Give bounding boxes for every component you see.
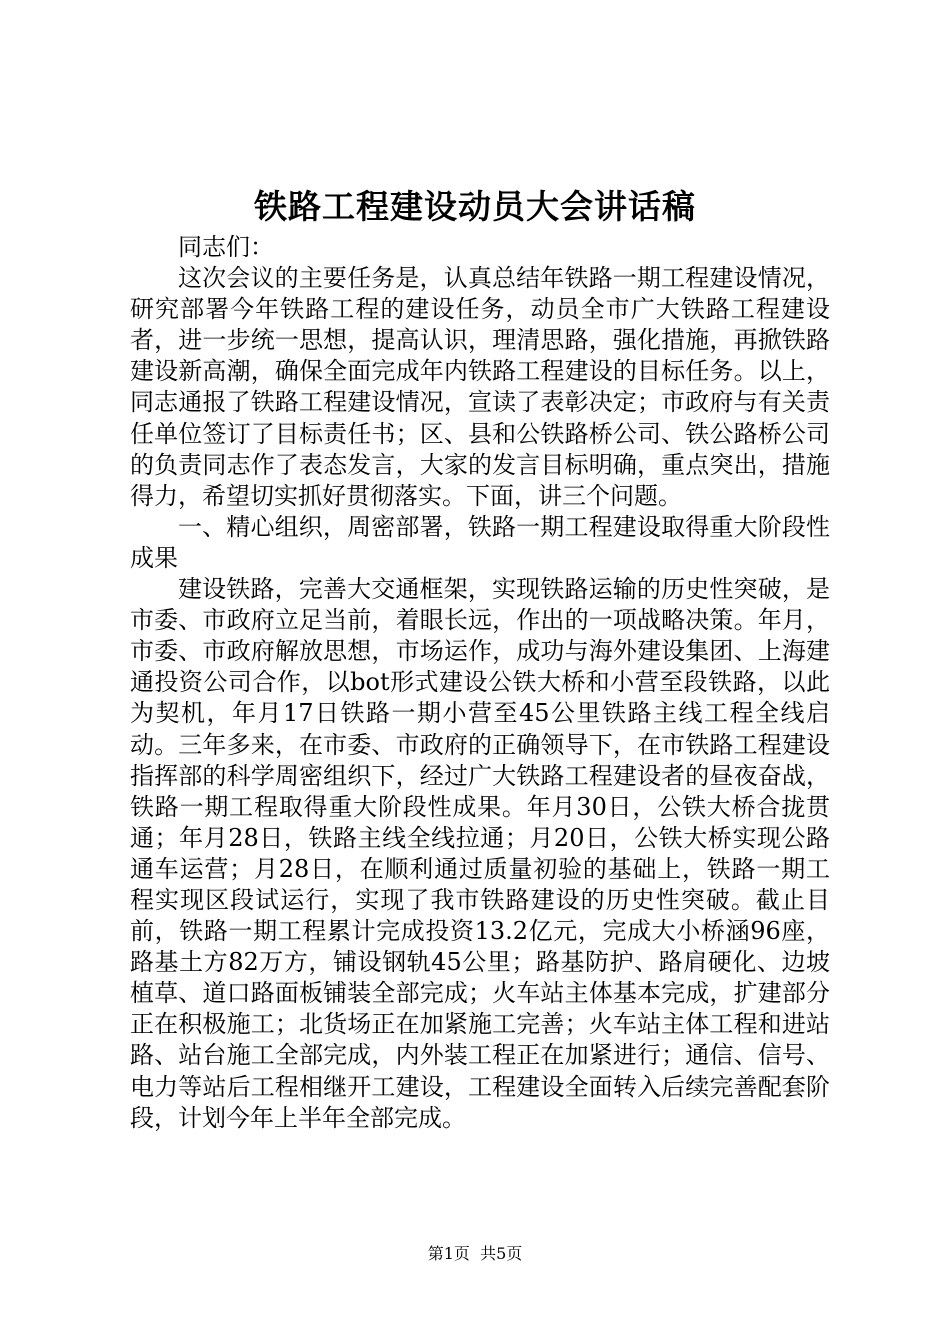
page-number: 第1页 共5页 (427, 1244, 523, 1263)
paragraph-achievements: 建设铁路，完善大交通框架，实现铁路运输的历史性突破，是市委、市政府立足当前，着眼长远，作出的一项战略决策。年月，市委、市政府解放思想，市场运作，成功与海外建设集团、上海建通投资公司合作，以bot形式建设公铁大桥和小营至段铁路，以此为契机，年月17日铁路一期小营至45公里铁路主线工程全线启动。三年多来，在市委、市政府的正确领导下，在市铁路工程建设指挥部的科学周密组织下，经过广大铁路工程建设者的昼夜奋战，铁路一期工程取得重大阶段性成果。年月30日，公铁大桥合拢贯通；年月28日，铁路主线全线拉通；月20日，公铁大桥实现公路通车运营；月28日，在顺利通过质量初验的基础上，铁路一期工程实现区段试运行，实现了我市铁路建设的历史性突破。截止目前，铁路一期工程累计完成投资13.2亿元，完成大小桥涵96座，路基土方82万方，铺设钢轨45公里；路基防护、路肩硬化、边坡植草、道口路面板铺装全部完成；火车站主体基本完成，扩建部分正在积极施工；北货场正在加紧施工完善；火车站主体工程和进站路、站台施工全部完成，内外装工程正在加紧进行；通信、信号、电力等站后工程相继开工建设，工程建设全面转入后续完善配套阶段，计划今年上半年全部完成。 (130, 575, 830, 1132)
section-heading-1: 一、精心组织，周密部署，铁路一期工程建设取得重大阶段性成果 (130, 512, 830, 572)
salutation: 同志们： (178, 233, 274, 261)
paragraph-intro: 这次会议的主要任务是，认真总结年铁路一期工程建设情况，研究部署今年铁路工程的建设任务，动员全市广大铁路工程建设者，进一步统一思想，提高认识，理清思路，强化措施，再掀铁路建设新高潮，确保全面完成年内铁路工程建设的目标任务。以上，同志通报了铁路工程建设情况，宣读了表彰决定；市政府与有关责任单位签订了目标责任书；区、县和公铁路桥公司、铁公路桥公司的负责同志作了表态发言，大家的发言目标明确，重点突出，措施得力，希望切实抓好贯彻落实。下面，讲三个问题。 (130, 264, 830, 510)
document-title: 铁路工程建设动员大会讲话稿 (254, 187, 696, 226)
page-footer (0, 1242, 950, 1266)
document-body (130, 232, 830, 1134)
